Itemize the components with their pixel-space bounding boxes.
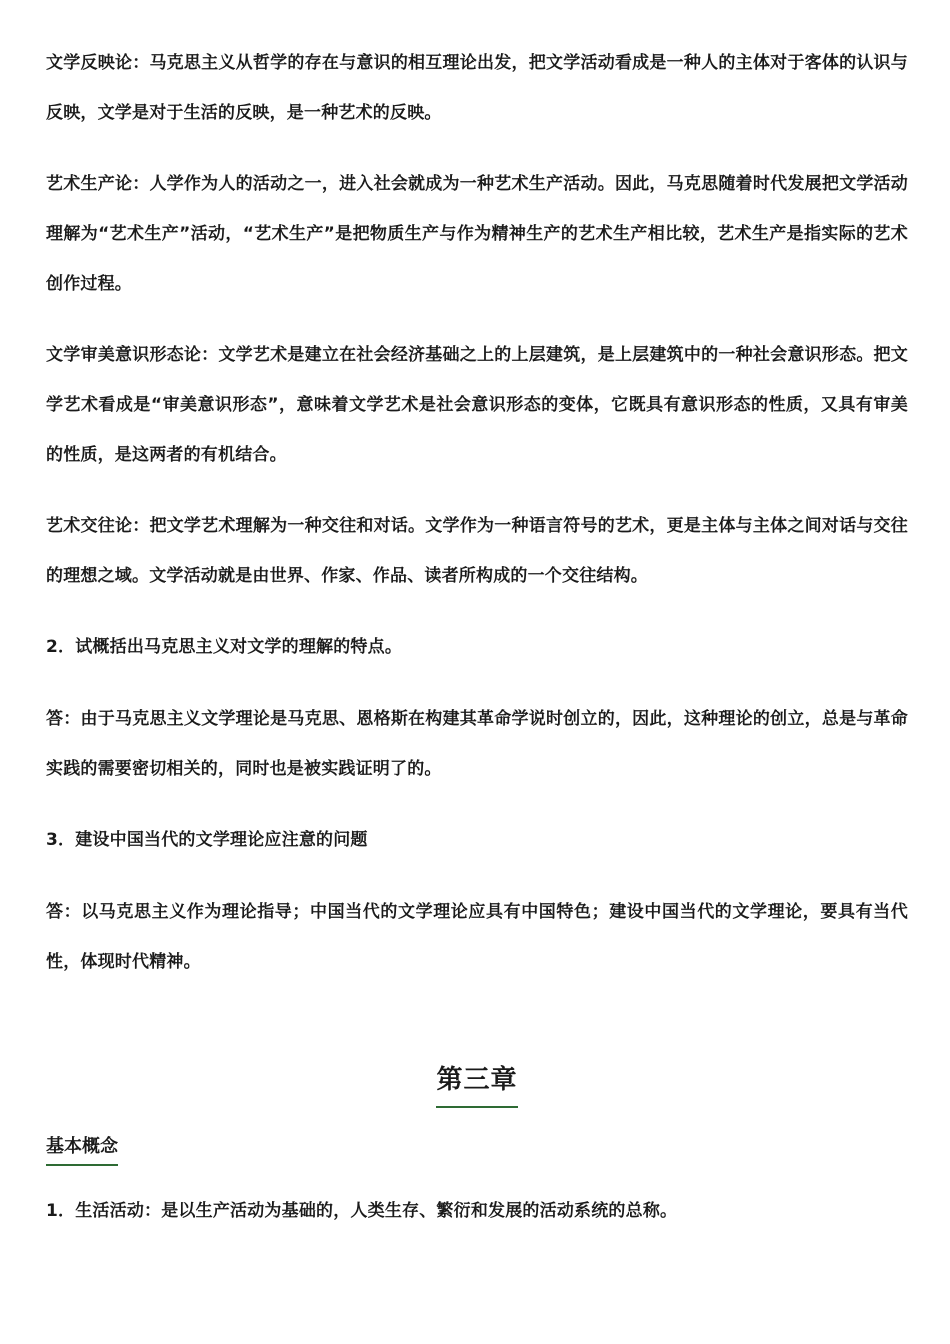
section-heading xyxy=(46,1132,908,1166)
question-3: 3．建设中国当代的文学理论应注意的问题 xyxy=(46,830,368,850)
concept-item-1: 1．生活活动：是以生产活动为基础的，人类生存、繁衍和发展的活动系统的总称。 xyxy=(46,1201,678,1221)
paragraph-art-communication: 艺术交往论：把文学艺术理解为一种交往和对话。文学作为一种语言符号的艺术，更是主体与主体之间对话与交往的理想之域。文学活动就是由世界、作家、作品、读者所构成的一个交往结构。 xyxy=(46,516,908,586)
question-2: 2．试概括出马克思主义对文学的理解的特点。 xyxy=(46,637,403,657)
section-title: 基本概念 xyxy=(46,1132,118,1166)
document-page xyxy=(46,38,908,1257)
paragraph-literary-reflection: 文学反映论：马克思主义从哲学的存在与意识的相互理论出发，把文学活动看成是一种人的主体对于客体的认识与反映，文学是对于生活的反映，是一种艺术的反映。 xyxy=(46,53,908,123)
chapter-title: 第三章 xyxy=(436,1059,517,1108)
answer-3: 答：以马克思主义作为理论指导；中国当代的文学理论应具有中国特色；建设中国当代的文学理论，要具有当代性，体现时代精神。 xyxy=(46,902,908,972)
chapter-heading xyxy=(46,1059,908,1108)
paragraph-aesthetic-ideology: 文学审美意识形态论：文学艺术是建立在社会经济基础之上的上层建筑，是上层建筑中的一种社会意识形态。把文学艺术看成是“审美意识形态”，意味着文学艺术是社会意识形态的变体，它既具有意识形态的性质，又具有审美的性质，是这两者的有机结合。 xyxy=(46,345,908,465)
paragraph-art-production: 艺术生产论：人学作为人的活动之一，进入社会就成为一种艺术生产活动。因此，马克思随着时代发展把文学活动理解为“艺术生产”活动，“艺术生产”是把物质生产与作为精神生产的艺术生产相比较，艺术生产是指实际的艺术创作过程。 xyxy=(46,174,908,294)
answer-2: 答：由于马克思主义文学理论是马克思、恩格斯在构建其革命学说时创立的，因此，这种理论的创立，总是与革命实践的需要密切相关的，同时也是被实践证明了的。 xyxy=(46,709,908,779)
